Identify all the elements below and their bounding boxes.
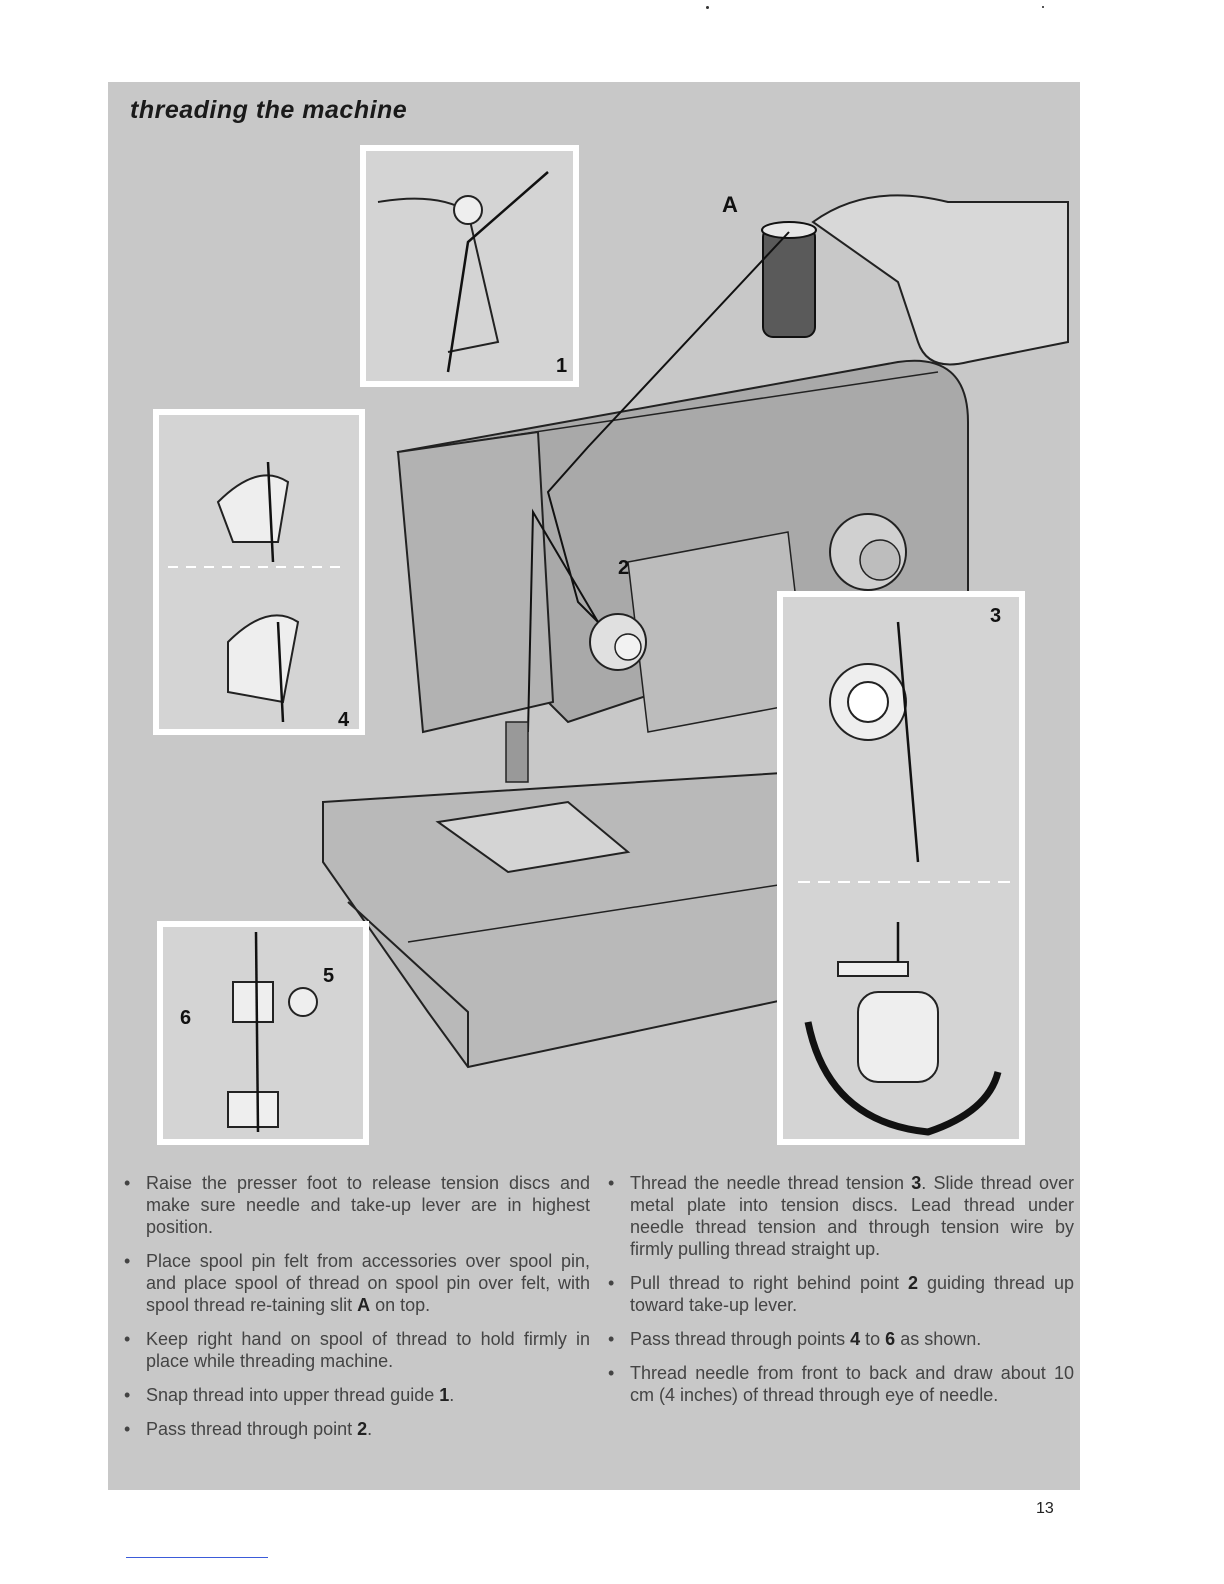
bullet-dot: • bbox=[608, 1173, 615, 1193]
sewing-machine-illustration bbox=[108, 82, 1080, 1162]
right-column bbox=[604, 1172, 1074, 1418]
callout-1: 1 bbox=[556, 355, 568, 377]
presser-foot bbox=[506, 722, 528, 782]
footer-rule bbox=[126, 1557, 268, 1558]
scan-mark bbox=[1042, 6, 1044, 8]
instruction-panel bbox=[108, 82, 1080, 1490]
list-item: • Raise the presser foot to release tension discs and make sure needle and take-up lever are in highest position. bbox=[124, 1173, 590, 1237]
callout-3: 3 bbox=[990, 605, 1002, 627]
list-item: • Pass thread through points 4 to 6 as shown. bbox=[608, 1329, 982, 1349]
callout-2: 2 bbox=[618, 557, 630, 579]
list-item: • Keep right hand on spool of thread to hold firmly in place while threading machine. bbox=[124, 1329, 590, 1371]
thread-spool bbox=[763, 227, 815, 337]
list-item: • Thread the needle thread tension 3. Slide thread over metal plate into tension discs. Lead thread under needle thread tension and through tension wire by firmly pulling thread straight up. bbox=[608, 1173, 1074, 1259]
bullet-dot: • bbox=[124, 1251, 131, 1271]
bullet-dot: • bbox=[608, 1329, 615, 1349]
hand bbox=[813, 195, 1068, 364]
page-number: 13 bbox=[1036, 1500, 1054, 1517]
list-item: • Pull thread to right behind point 2 guiding thread up toward take-up lever. bbox=[608, 1273, 1074, 1315]
list-item: • Pass thread through point 2. bbox=[124, 1419, 373, 1439]
page-title: threading the machine bbox=[130, 96, 408, 124]
scan-mark bbox=[706, 6, 709, 9]
list-item: • Thread needle from front to back and draw about 10 cm (4 inches) of thread through eye of needle. bbox=[608, 1363, 1074, 1405]
bullet-dot: • bbox=[124, 1419, 131, 1439]
bullet-dot: • bbox=[124, 1385, 131, 1405]
list-item: • Place spool pin felt from accessories over spool pin, and place spool of thread on spool pin over felt, with spool thread re-taining slit A on top. bbox=[124, 1251, 590, 1315]
bullet-dot: • bbox=[124, 1329, 131, 1349]
callout-5: 5 bbox=[323, 965, 335, 987]
left-column bbox=[120, 1172, 590, 1452]
list-item: • Snap thread into upper thread guide 1. bbox=[124, 1385, 455, 1405]
bullet-dot: • bbox=[608, 1273, 615, 1293]
callout-6: 6 bbox=[180, 1007, 192, 1029]
bullet-dot: • bbox=[608, 1363, 615, 1383]
callout-a: A bbox=[722, 192, 738, 217]
callout-4: 4 bbox=[338, 709, 350, 731]
bullet-dot: • bbox=[124, 1173, 131, 1193]
